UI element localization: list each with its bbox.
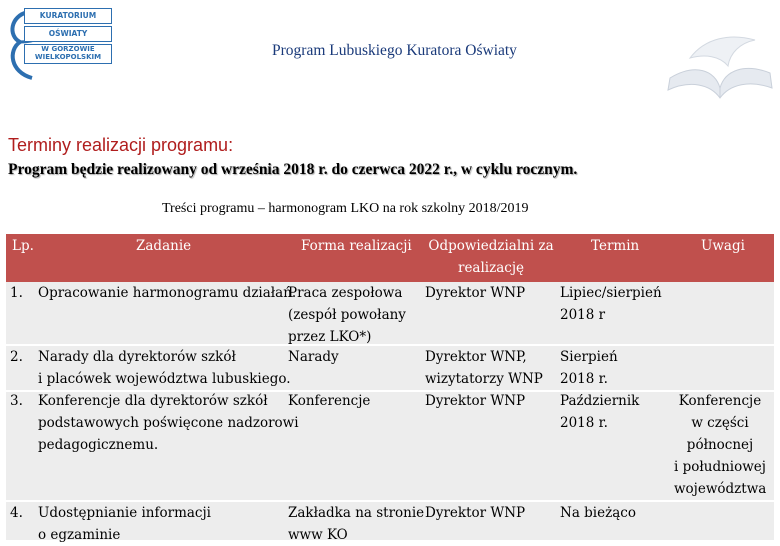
logo-line-4-text: WIELKOPOLSKIM <box>34 53 102 61</box>
row-notes: w części <box>691 415 749 431</box>
header-notes: Uwagi <box>701 238 745 254</box>
row-notes: i południowej <box>674 459 766 475</box>
header-responsible-1: Odpowiedzialni za <box>428 238 554 254</box>
row-notes: północnej <box>686 437 754 453</box>
row-lp: 4. <box>10 505 23 521</box>
row-form: Konferencje <box>288 393 371 409</box>
header-lp: Lp. <box>12 238 34 254</box>
row-term: Październik <box>560 393 640 409</box>
header-responsible-2: realizację <box>457 260 525 276</box>
logo-line-1: KURATORIUM <box>24 8 112 24</box>
row-lp: 3. <box>10 393 23 409</box>
header-task: Zadanie <box>136 238 192 254</box>
terms-description: Program będzie realizowany od września 2018 r. do czerwca 2022 r., w cyklu rocznym. <box>8 161 578 178</box>
row-term: Lipiec/sierpień <box>560 285 662 301</box>
terms-heading: Terminy realizacji programu: <box>8 135 234 155</box>
row-form: przez LKO*) <box>288 329 372 345</box>
row-notes: Konferencje <box>678 393 762 409</box>
row-responsible: Dyrektor WNP, <box>425 349 527 365</box>
row-task: Konferencje dla dyrektorów szkół <box>38 393 268 409</box>
row-form: www KO <box>288 527 348 543</box>
row-lp: 1. <box>10 285 23 301</box>
row-form: Zakładka na stronie <box>288 505 425 521</box>
row-term: 2018 r <box>560 307 606 323</box>
row-term: 2018 r. <box>560 415 608 431</box>
row-task: Udostępnianie informacji <box>38 505 211 521</box>
row-task: Narady dla dyrektorów szkół <box>38 349 236 365</box>
row-responsible: Dyrektor WNP <box>425 393 526 409</box>
row-task: Opracowanie harmonogramu działań. <box>38 285 297 301</box>
row-form: (zespół powołany <box>288 307 406 323</box>
row-form: Praca zespołowa <box>288 285 403 301</box>
logo-line-2: OŚWIATY <box>24 26 112 42</box>
row-responsible: Dyrektor WNP <box>425 285 526 301</box>
row-task: o egzaminie <box>38 527 121 543</box>
row-term: 2018 r. <box>560 371 608 387</box>
logo-line-3-text: W GORZOWIE <box>41 45 95 53</box>
page-title: Program Lubuskiego Kuratora Oświaty <box>272 42 517 59</box>
header-term: Termin <box>591 238 640 254</box>
open-book-icon <box>660 18 778 108</box>
header-form: Forma realizacji <box>301 238 412 254</box>
row-task: podstawowych poświęcone nadzorowi <box>38 415 299 431</box>
row-form: Narady <box>288 349 339 365</box>
row-term: Sierpień <box>560 349 618 365</box>
row-responsible: wizytatorzy WNP <box>425 371 543 387</box>
kuratorium-logo <box>6 6 118 84</box>
schedule-table <box>6 234 774 543</box>
table-body <box>6 282 774 543</box>
row-lp: 2. <box>10 349 23 365</box>
row-notes: województwa <box>674 481 767 497</box>
row-task: i placówek województwa lubuskiego. <box>38 371 291 387</box>
row-task: pedagogicznemu. <box>38 437 159 453</box>
table-header-row <box>6 234 774 282</box>
row-term: Na bieżąco <box>560 505 636 521</box>
logo-line-3 <box>24 44 112 64</box>
row-responsible: Dyrektor WNP <box>425 505 526 521</box>
table-caption: Treści programu – harmonogram LKO na rok szkolny 2018/2019 <box>162 201 529 216</box>
